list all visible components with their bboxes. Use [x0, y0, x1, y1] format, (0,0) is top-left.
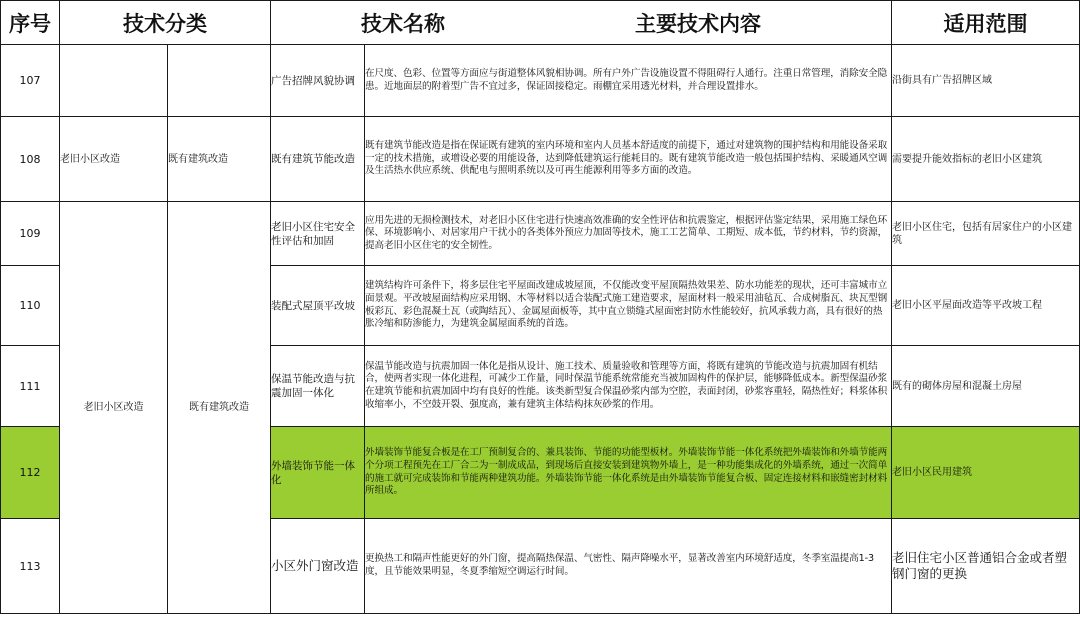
row-no: 109: [1, 202, 60, 266]
row-category-2: 既有建筑改造: [168, 117, 271, 202]
header-content-text: 主要技术内容: [635, 10, 761, 36]
table-row: [1, 117, 1080, 202]
row-content: 更换热工和隔声性能更好的外门窗，提高隔热保温、气密性、隔声降噪水平，显著改善室内环境舒适度，冬季室温提高1-3度，且节能效果明显，冬夏季缩短空调运行时间。: [365, 519, 892, 614]
table-row: [1, 202, 1080, 266]
header-scope: 适用范围: [892, 1, 1080, 45]
row-name: 装配式屋顶平改坡: [271, 266, 365, 346]
row-scope: 沿街具有广告招牌区域: [892, 45, 1080, 117]
row-category-1: [60, 45, 168, 117]
row-content: 建筑结构许可条件下，将多层住宅平屋面改建成坡屋顶，不仅能改变平屋顶隔热效果差、防水功能差的现状，还可丰富城市立面景观。平改坡屋面结构应采用钢、木等材料以适合装配式施工建造要求，屋面材料一般采用油毡瓦、合成树脂瓦、块瓦型钢板彩瓦、彩色混凝土瓦（或陶结瓦）、金属屋面板等，其中直立锁缝式屋面密封防水性能较好，抗风承载力高，具有很好的热胀冷缩和防渗能力，为建筑金属屋面系统的首选。: [365, 266, 892, 346]
header-name: [271, 1, 892, 45]
table-row: [1, 45, 1080, 117]
row-no: 107: [1, 45, 60, 117]
row-content: 既有建筑节能改造是指在保证既有建筑的室内环境和室内人员基本舒适度的前提下，通过对建筑物的围护结构和用能设备采取一定的技术措施，或增设必要的用能设备，达到降低建筑运行能耗目的。既有建筑节能改造一般包括围护结构、采暖通风空调及生活热水供应系统、供配电与照明系统以及可再生能源利用等多方面的改造。: [365, 117, 892, 202]
row-no: 110: [1, 266, 60, 346]
row-scope: 老旧住宅小区普通铝合金或者塑钢门窗的更换: [892, 519, 1080, 614]
row-content: 在尺度、色彩、位置等方面应与街道整体风貌相协调。所有户外广告设施设置不得阻碍行人通行。注重日常管理，消除安全隐患。近地面层的附着型广告不宜过多，保证固接稳定。雨棚宜采用透光材料，并合理设置排水。: [365, 45, 892, 117]
header-row: [1, 1, 1080, 45]
header-category: 技术分类: [60, 1, 271, 45]
header-name-text: 技术名称: [361, 10, 445, 36]
row-category-1: 老旧小区改造: [60, 117, 168, 202]
row-scope: 需要提升能效指标的老旧小区建筑: [892, 117, 1080, 202]
row-no: 108: [1, 117, 60, 202]
row-scope: 老旧小区平屋面改造等平改坡工程: [892, 266, 1080, 346]
header-no: 序号: [1, 1, 60, 45]
row-scope: 老旧小区民用建筑: [892, 427, 1080, 519]
row-content: 保温节能改造与抗震加固一体化是指从设计、施工技术、质量验收和管理等方面，将既有建筑的节能改造与抗震加固有机结合，使两者实现一体化进程，可减少工作量，同时保温节能系统常能充当被加固构件的保护层，能够降低成本。新型保温砂浆在建筑节能和抗震加固中均有良好的性能。该类新型复合保温砂浆内部为空腔，表面封闭，砂浆容重轻，隔热性好；料浆体积收缩率小，不空鼓开裂、强度高，兼有建筑主体结构抹灰砂浆的作用。: [365, 346, 892, 427]
row-name: 小区外门窗改造: [271, 519, 365, 614]
row-scope: 既有的砌体房屋和混凝土房屋: [892, 346, 1080, 427]
row-content: 外墙装饰节能复合板是在工厂预制复合的、兼具装饰、节能的功能型板材。外墙装饰节能一体化系统把外墙装饰和外墙节能两个分项工程预先在工厂合二为一制成成品，到现场后直接安装到建筑物外墙上，是一种功能集成化的外墙系统，通过一次简单的施工就可完成装饰和节能两种建筑功能。外墙装饰节能一体化系统是由外墙装饰节能复合板、固定连接材料和嵌缝密封材料所组成。: [365, 427, 892, 519]
row-name: 广告招牌风貌协调: [271, 45, 365, 117]
row-name: 既有建筑节能改造: [271, 117, 365, 202]
row-name: 外墙装饰节能一体化: [271, 427, 365, 519]
row-content: 应用先进的无损检测技术，对老旧小区住宅进行快速高效准确的安全性评估和抗震鉴定，根据评估鉴定结果，采用施工绿色环保、环境影响小、对居家用户干扰小的各类体外预应力加固等技术，施工工艺简单、工期短、成本低，节约材料，节约资源，提高老旧小区住宅的安全韧性。: [365, 202, 892, 266]
group-category-2: 既有建筑改造: [168, 202, 271, 614]
row-no: 111: [1, 346, 60, 427]
group-category-1: 老旧小区改造: [60, 202, 168, 614]
row-name: 保温节能改造与抗震加固一体化: [271, 346, 365, 427]
row-category-2: [168, 45, 271, 117]
row-name: 老旧小区住宅安全性评估和加固: [271, 202, 365, 266]
row-no: 113: [1, 519, 60, 614]
row-scope: 老旧小区住宅，包括有居家住户的小区建筑: [892, 202, 1080, 266]
row-no: 112: [1, 427, 60, 519]
